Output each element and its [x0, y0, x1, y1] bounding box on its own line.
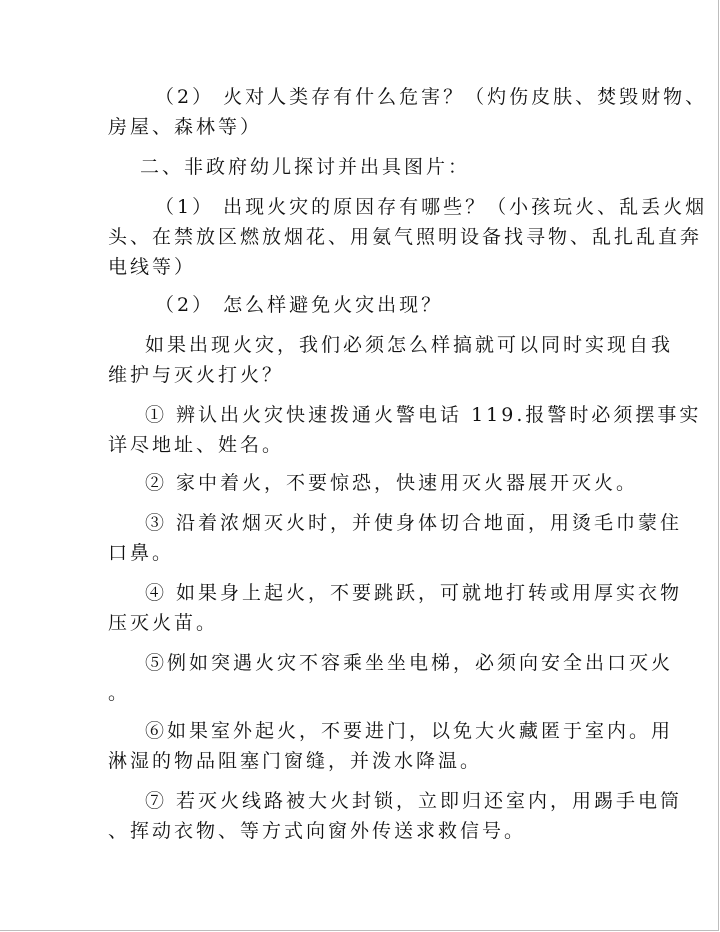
text-line: 口鼻。 [108, 542, 175, 564]
list-item: ① 辨认出火灾快速拨通火警电话 119.报警时必须摆事实 [145, 404, 702, 426]
text-line: （2） 怎么样避免火灾出现？ [155, 294, 444, 316]
list-item: ③ 沿着浓烟灭火时，并使身体切合地面，用烫毛巾蒙住 [145, 512, 683, 534]
list-item: ⑥如果室外起火，不要进门，以免大火藏匿于室内。用 [145, 720, 674, 742]
text-line: 详尽地址、姓名。 [108, 434, 285, 456]
text-line: 电线等） [108, 256, 197, 278]
section-heading: 二、非政府幼儿探讨并出具图片： [140, 156, 471, 178]
text-line: 压灭火苗。 [108, 612, 219, 634]
list-item: ② 家中着火，不要惊恐，快速用灭火器展开灭火。 [145, 472, 639, 494]
list-item: ⑦ 若灭火线路被大火封锁，立即归还室内，用踢手电筒 [145, 790, 683, 812]
text-line: 头、在禁放区燃放烟花、用氨气照明设备找寻物、乱扎乱直奔 [108, 226, 703, 248]
text-line: （2） 火对人类存有什么危害？（灼伤皮肤、焚毁财物、 [155, 86, 708, 108]
list-item: ④ 如果身上起火，不要跳跃，可就地打转或用厚实衣物 [145, 582, 683, 604]
text-line: 如果出现火灾，我们必须怎么样搞就可以同时实现自我 [145, 334, 674, 356]
text-line: 维护与灭火打火？ [108, 364, 285, 386]
text-line: （1） 出现火灾的原因存有哪些？（小孩玩火、乱丢火烟 [155, 196, 708, 218]
text-line: 。 [108, 682, 131, 704]
text-line: 淋湿的物品阻塞门窗缝，并泼水降温。 [108, 750, 483, 772]
text-line: 房屋、森林等） [108, 116, 263, 138]
list-item: ⑤例如突遇火灾不容乘坐坐电梯，必须向安全出口灭火 [145, 652, 674, 674]
text-line: 、挥动衣物、等方式向窗外传送求救信号。 [108, 820, 527, 842]
